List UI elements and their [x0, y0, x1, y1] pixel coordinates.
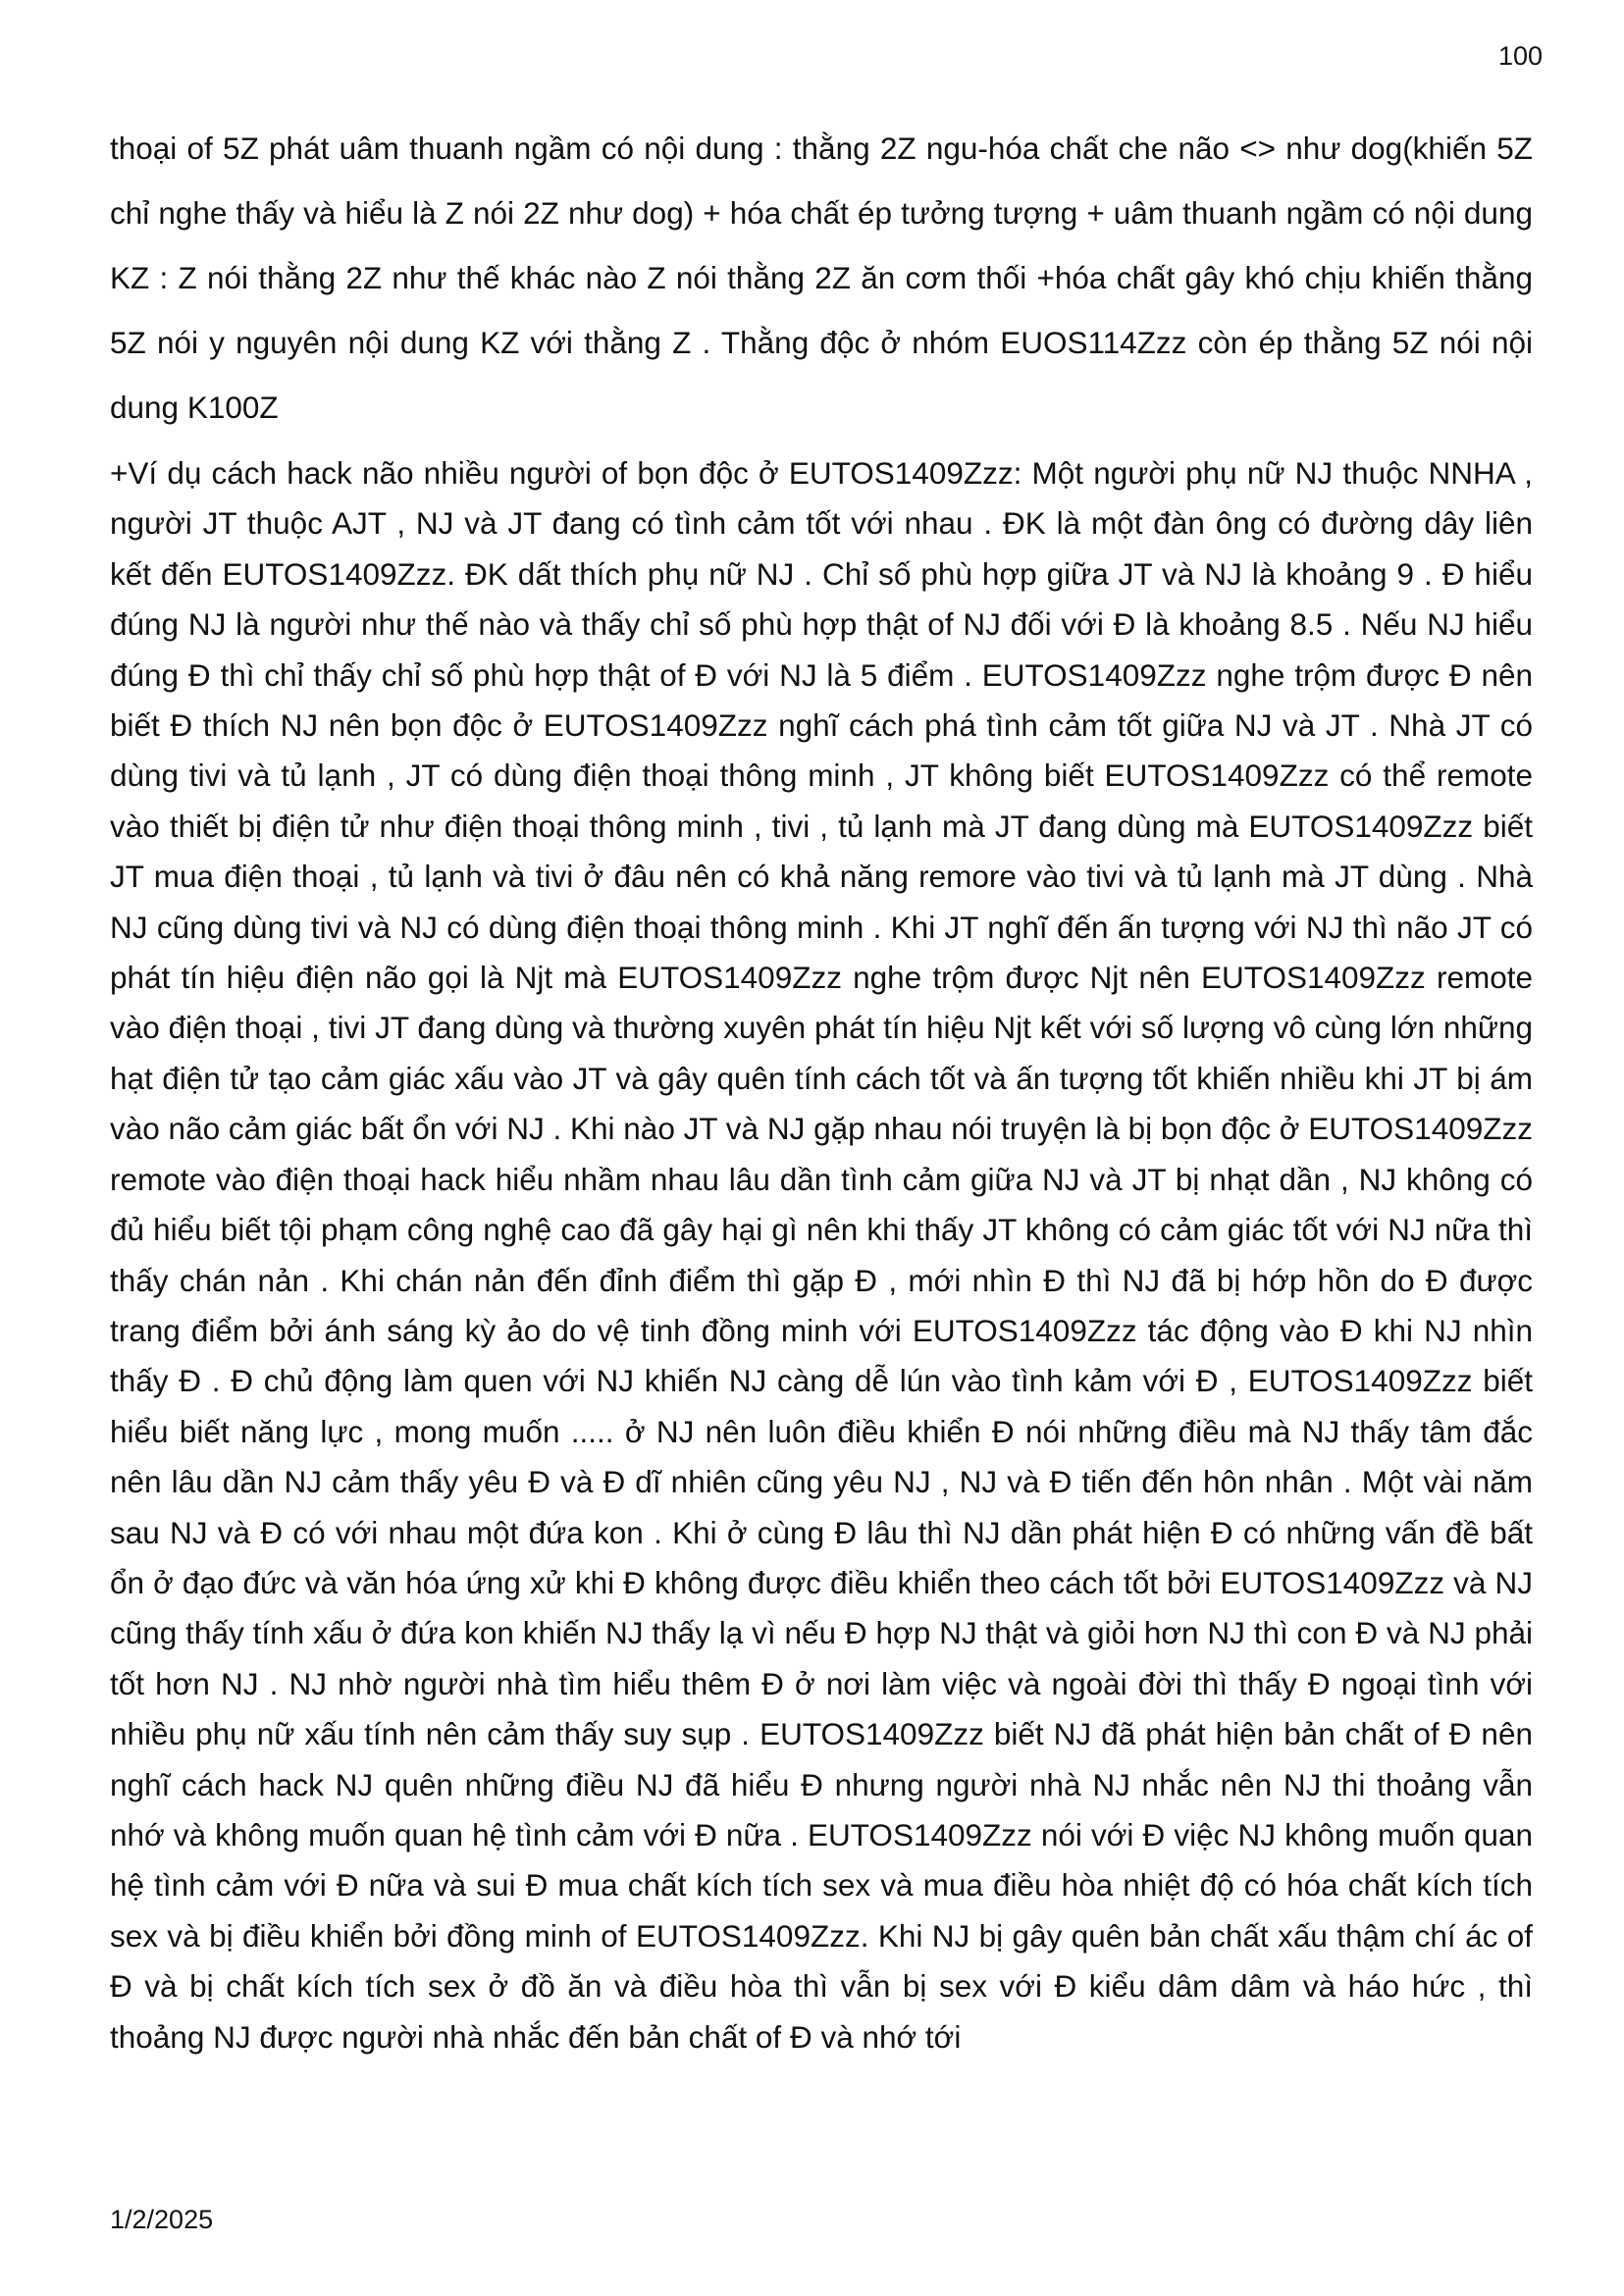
paragraph-1: thoại of 5Z phát uâm thuanh ngầm có nội dung : thằng 2Z ngu-hóa chất che não <> như dog(khiến 5Z chỉ nghe thấy và hiểu là Z nói 2Z như dog) + hóa chất ép tưởng tượng + uâm thuanh ngầm có nội dung KZ : Z nói thằng 2Z như thế khác nào Z nói thằng 2Z ăn cơm thối +hóa chất gây khó chịu khiến thằng 5Z nói y nguyên nội dung KZ với thằng Z . Thằng độc ở nhóm EUOS114Zzz còn ép thằng 5Z nói nội dung K100Z: [110, 130, 1533, 425]
document-body: [110, 116, 1533, 2062]
paragraph-2: +Ví dụ cách hack não nhiều người of bọn độc ở EUTOS1409Zzz: Một người phụ nữ NJ thuộc NNHA , người JT thuộc AJT , NJ và JT đang có tình cảm tốt với nhau . ĐK là một đàn ông có đường dây liên kết đến EUTOS1409Zzz. ĐK dất thích phụ nữ NJ . Chỉ số phù hợp giữa JT và NJ là khoảng 9 . Đ hiểu đúng NJ là người như thế nào và thấy chỉ số phù hợp thật of NJ đối với Đ là khoảng 8.5 . Nếu NJ hiểu đúng Đ thì chỉ thấy chỉ số phù hợp thật of Đ với NJ là 5 điểm . EUTOS1409Zzz nghe trộm được Đ nên biết Đ thích NJ nên bọn độc ở EUTOS1409Zzz nghĩ cách phá tình cảm tốt giữa NJ và JT . Nhà JT có dùng tivi và tủ lạnh , JT có dùng điện thoại thông minh , JT không biết EUTOS1409Zzz có thể remote vào thiết bị điện tử như điện thoại thông minh , tivi , tủ lạnh mà JT đang dùng mà EUTOS1409Zzz biết JT mua điện thoại , tủ lạnh và tivi ở đâu nên có khả năng remore vào tivi và tủ lạnh mà JT dùng . Nhà NJ cũng dùng tivi và NJ có dùng điện thoại thông minh . Khi JT nghĩ đến ấn tượng với NJ thì não JT có phát tín hiệu điện não gọi là Njt mà EUTOS1409Zzz nghe trộm được Njt nên EUTOS1409Zzz remote vào điện thoại , tivi JT đang dùng và thường xuyên phát tín hiệu Njt kết với số lượng vô cùng lớn những hạt điện tử tạo cảm giác xấu vào JT và gây quên tính cách tốt và ấn tượng tốt khiến nhiều khi JT bị ám vào não cảm giác bất ổn với NJ . Khi nào JT và NJ gặp nhau nói truyện là bị bọn độc ở EUTOS1409Zzz remote vào điện thoại hack hiểu nhầm nhau lâu dần tình cảm giữa NJ và JT bị nhạt dần , NJ không có đủ hiểu biết tội phạm công nghệ cao đã gây hại gì nên khi thấy JT không có cảm giác tốt với NJ nữa thì thấy chán nản . Khi chán nản đến đỉnh điểm thì gặp Đ , mới nhìn Đ thì NJ đã bị hớp hồn do Đ được trang điểm bởi ánh sáng kỳ ảo do vệ tinh đồng minh với EUTOS1409Zzz tác động vào Đ khi NJ nhìn thấy Đ . Đ chủ động làm quen với NJ khiến NJ càng dễ lún vào tình kảm với Đ , EUTOS1409Zzz biết hiểu biết năng lực , mong muốn ..... ở NJ nên luôn điều khiển Đ nói những điều mà NJ thấy tâm đắc nên lâu dần NJ cảm thấy yêu Đ và Đ dĩ nhiên cũng yêu NJ , NJ và Đ tiến đến hôn nhân . Một vài năm sau NJ và Đ có với nhau một đứa kon . Khi ở cùng Đ lâu thì NJ dần phát hiện Đ có những vấn đề bất ổn ở đạo đức và văn hóa ứng xử khi Đ không được điều khiển theo cách tốt bởi EUTOS1409Zzz và NJ cũng thấy tính xấu ở đứa kon khiến NJ thấy lạ vì nếu Đ hợp NJ thật và giỏi hơn NJ thì con Đ và NJ phải tốt hơn NJ . NJ nhờ người nhà tìm hiểu thêm Đ ở nơi làm việc và ngoài đời thì thấy Đ ngoại tình với nhiều phụ nữ xấu tính nên cảm thấy suy sụp . EUTOS1409Zzz biết NJ đã phát hiện bản chất of Đ nên nghĩ cách hack NJ quên những điều NJ đã hiểu Đ nhưng người nhà NJ nhắc nên NJ thi thoảng vẫn nhớ và không muốn quan hệ tình cảm với Đ nữa . EUTOS1409Zzz nói với Đ việc NJ không muốn quan hệ tình cảm với Đ nữa và sui Đ mua chất kích tích sex và mua điều hòa nhiệt độ có hóa chất kích tích sex và bị điều khiển bởi đồng minh of EUTOS1409Zzz. Khi NJ bị gây quên bản chất xấu thậm chí ác of Đ và bị chất kích tích sex ở đồ ăn và điều hòa thì vẫn bị sex với Đ kiểu dâm dâm và háo hức , thì thoảng NJ được người nhà nhắc đến bản chất of Đ và nhớ tới: [110, 455, 1533, 2055]
page-number: 100: [1497, 41, 1543, 71]
footer-date: 1/2/2025: [110, 2205, 214, 2234]
